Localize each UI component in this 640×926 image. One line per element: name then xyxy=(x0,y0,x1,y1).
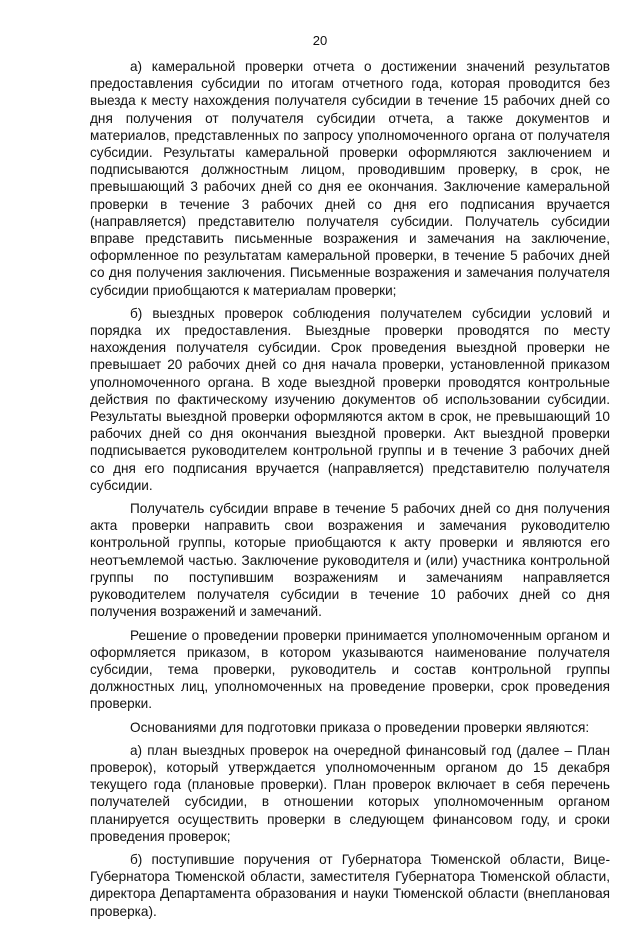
paragraph-grounds-plan: а) план выездных проверок на очередной финансовый год (далее – План проверок), который утверждается уполномоченным органом до 15 декабря текущего года (плановые проверки). План проверок включает в себя перечень получателей субсидии, в отношении которых уполномоченным органом планируется осуществить проверки в следующем финансовом году, и сроки проведения проверок; xyxy=(90,742,610,844)
document-body xyxy=(90,58,610,926)
page-number: 20 xyxy=(312,33,328,48)
paragraph-decision: Решение о проведении проверки принимается уполномоченным органом и оформляется приказом, в котором указываются наименование получателя субсидии, тема проверки, руководитель и состав контрольной группы должностных лиц, уполномоченных на проведение проверки, срок проведения проверки. xyxy=(90,627,610,712)
paragraph-kameral-check: а) камеральной проверки отчета о достижении значений результатов предоставления субсидии по итогам отчетного года, которая проводится без выезда к месту нахождения получателя субсидии в течение 15 рабочих дней со дня получения от получателя субсидии отчета, а также документов и материалов, представленных по запросу уполномоченного органа от получателя субсидии. Результаты камеральной проверки оформляются заключением и подписываются должностным лицом, проводившим проверку, в срок, не превышающий 3 рабочих дней со дня ее окончания. Заключение камеральной проверки в течение 3 рабочих дней со дня его подписания вручается (направляется) представителю получателя субсидии. Получатель субсидии вправе представить письменные возражения и замечания на заключение, оформленное по результатам камеральной проверки, в течение 5 рабочих дней со дня получения заключения. Письменные возражения и замечания получателя субсидии приобщаются к материалам проверки; xyxy=(90,59,610,298)
paragraph-field-check: б) выездных проверок соблюдения получателем субсидии условий и порядка их предоставления. Выездные проверки проводятся по месту нахождения получателя субсидии. Срок проведения выездной проверки не превышает 20 рабочих дней со дня начала проверки, установленной приказом уполномоченного органа. В ходе выездной проверки проводятся контрольные действия по фактическому изучению документов об использовании субсидии. Результаты выездной проверки оформляются актом в срок, не превышающий 10 рабочих дней со дня окончания выездной проверки. Акт выездной проверки подписывается руководителем контрольной группы и в течение 3 рабочих дней со дня его подписания вручается (направляется) представителю получателя субсидии. xyxy=(90,305,610,493)
paragraph-grounds-orders: б) поступившие поручения от Губернатора Тюменской области, Вице-Губернатора Тюменской области, заместителя Губернатора Тюменской области, директора Департамента образования и науки Тюменской области (внеплановая проверка). xyxy=(90,851,610,919)
paragraph-grounds-intro: Основаниями для подготовки приказа о проведении проверки являются: xyxy=(130,719,590,735)
paragraph-objections: Получатель субсидии вправе в течение 5 рабочих дней со дня получения акта проверки направить свои возражения и замечания руководителю контрольной группы, которые приобщаются к акту проверки и являются его неотъемлемой частью. Заключение руководителя и (или) участника контрольной группы по поступившим возражениям и замечаниям направляется руководителем получателя субсидии в течение 10 рабочих дней со дня получения возражений и замечаний. xyxy=(90,501,610,620)
